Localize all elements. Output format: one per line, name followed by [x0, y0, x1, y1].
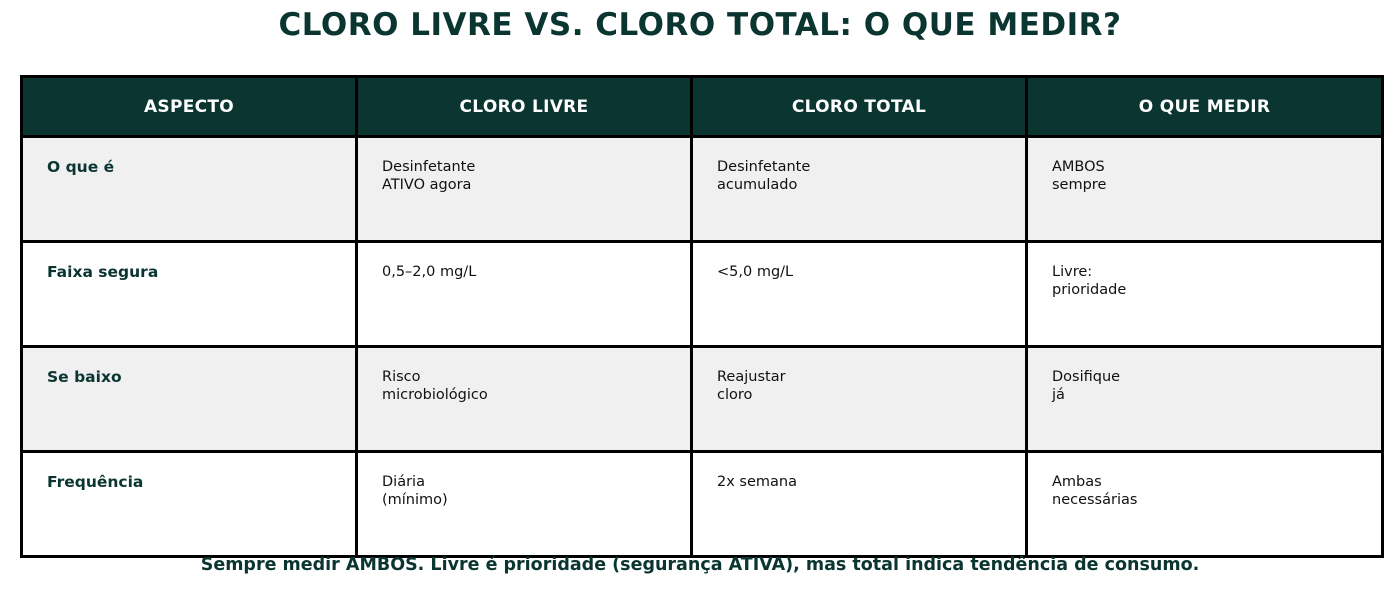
- cell-line: Dosifique: [1052, 369, 1121, 385]
- cell-line: Diária: [382, 474, 425, 490]
- total-chlorine-cell: [692, 452, 1027, 557]
- cell-line: Desinfetante: [382, 159, 476, 175]
- aspect-cell: Frequência: [22, 452, 357, 557]
- cell-line: microbiológico: [382, 387, 488, 403]
- cell-line: Livre:: [1052, 264, 1093, 280]
- cell-line: ATIVO agora: [382, 177, 472, 193]
- free-chlorine-cell: [357, 242, 692, 347]
- cell-line: acumulado: [717, 177, 798, 193]
- free-chlorine-cell: [357, 452, 692, 557]
- table-row: [22, 242, 1383, 347]
- cell-line: Reajustar: [717, 369, 786, 385]
- cell-line: (mínimo): [382, 492, 448, 508]
- comparison-table: [20, 75, 1384, 558]
- footer-note: Sempre medir AMBOS. Livre é prioridade (segurança ATIVA), mas total indica tendência de consumo.: [200, 555, 1200, 575]
- what-to-measure-cell: [1027, 242, 1383, 347]
- aspect-cell: O que é: [22, 137, 357, 242]
- page-title: CLORO LIVRE VS. CLORO TOTAL: O QUE MEDIR?: [278, 7, 1122, 43]
- table-row: [22, 137, 1383, 242]
- cell-line: 2x semana: [717, 474, 797, 490]
- what-to-measure-cell: [1027, 137, 1383, 242]
- total-chlorine-cell: [692, 137, 1027, 242]
- cell-line: Desinfetante: [717, 159, 811, 175]
- cell-line: Ambas: [1052, 474, 1102, 490]
- cell-line: já: [1052, 387, 1065, 403]
- aspect-cell: Se baixo: [22, 347, 357, 452]
- free-chlorine-cell: [357, 347, 692, 452]
- total-chlorine-cell: [692, 242, 1027, 347]
- free-chlorine-cell: [357, 137, 692, 242]
- what-to-measure-cell: [1027, 347, 1383, 452]
- header-aspect: ASPECTO: [22, 77, 357, 137]
- table-row: [22, 347, 1383, 452]
- header-free-chlorine: CLORO LIVRE: [357, 77, 692, 137]
- table-header-row: [22, 77, 1383, 137]
- header-total-chlorine: CLORO TOTAL: [692, 77, 1027, 137]
- total-chlorine-cell: [692, 347, 1027, 452]
- table-row: [22, 452, 1383, 557]
- cell-line: sempre: [1052, 177, 1107, 193]
- cell-line: cloro: [717, 387, 753, 403]
- header-what-to-measure: O QUE MEDIR: [1027, 77, 1383, 137]
- cell-line: AMBOS: [1052, 159, 1105, 175]
- aspect-cell: Faixa segura: [22, 242, 357, 347]
- cell-line: <5,0 mg/L: [717, 264, 794, 280]
- cell-line: necessárias: [1052, 492, 1138, 508]
- what-to-measure-cell: [1027, 452, 1383, 557]
- cell-line: 0,5–2,0 mg/L: [382, 264, 477, 280]
- cell-line: Risco: [382, 369, 421, 385]
- cell-line: prioridade: [1052, 282, 1127, 298]
